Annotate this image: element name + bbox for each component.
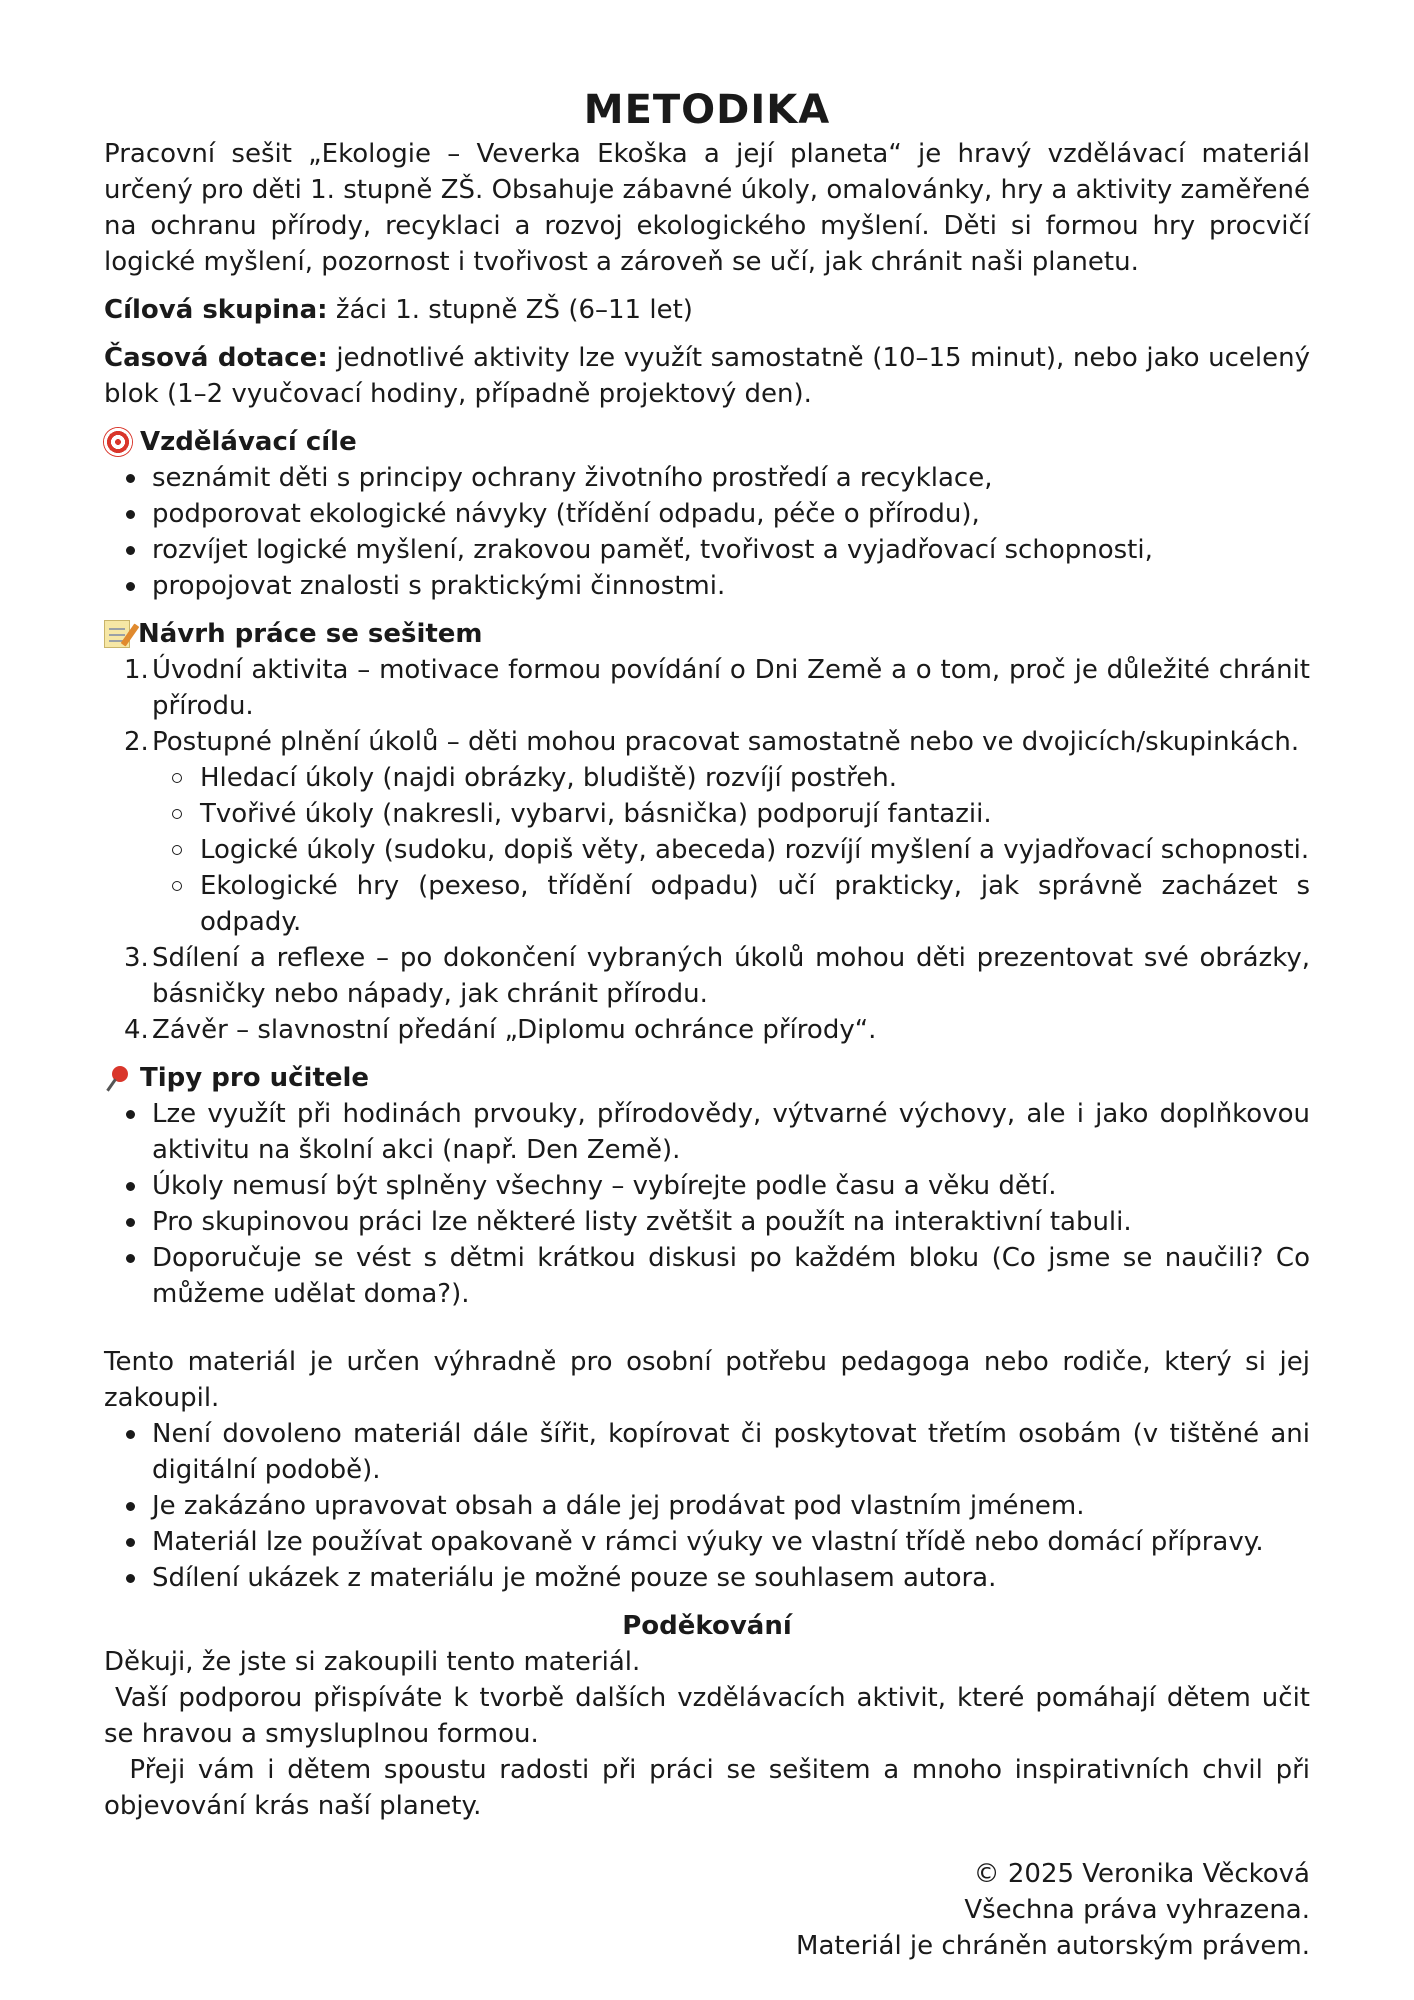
- list-item: podporovat ekologické návyky (třídění odpadu, péče o přírodu),: [104, 496, 1310, 532]
- goals-heading-text: Vzdělávací cíle: [140, 427, 357, 457]
- tips-heading: [104, 1060, 1310, 1096]
- page-title: METODIKA: [583, 87, 831, 133]
- list-item: propojovat znalosti s praktickými činnostmi.: [104, 568, 1310, 604]
- copyright: © 2025 Veronika Věcková: [973, 1859, 1310, 1889]
- list-item: [104, 652, 1310, 724]
- time-allocation-label: Časová dotace:: [104, 343, 328, 373]
- thanks-heading: Poděkování: [622, 1611, 792, 1641]
- license-list: [104, 1416, 1310, 1596]
- time-allocation: [104, 340, 1310, 412]
- list-item: Doporučuje se vést s dětmi krátkou diskusi po každém bloku (Co jsme se naučili? Co můžeme udělat doma?).: [104, 1240, 1310, 1312]
- footer: [104, 1856, 1310, 1964]
- copyright-protection: Materiál je chráněn autorským právem.: [796, 1931, 1310, 1961]
- thanks-line-2: Vaší podporou přispíváte k tvorbě dalších vzdělávacích aktivit, které pomáhají dětem učit se hravou a smysluplnou formou.: [104, 1683, 1319, 1749]
- license-intro: Tento materiál je určen výhradně pro osobní potřebu pedagoga nebo rodiče, který si jej zakoupil.: [104, 1347, 1310, 1413]
- list-item: seznámit děti s principy ochrany životního prostředí a recyklace,: [104, 460, 1310, 496]
- target-icon: [104, 428, 132, 456]
- target-group-label: Cílová skupina:: [104, 295, 328, 325]
- goals-list: [104, 460, 1310, 604]
- list-item: Úkoly nemusí být splněny všechny – vybírejte podle času a věku dětí.: [104, 1168, 1310, 1204]
- time-allocation-text: jednotlivé aktivity lze využít samostatně (10–15 minut), nebo jako ucelený blok (1–2 vyučovací hodiny, případně projektový den).: [104, 343, 1310, 409]
- target-group-text: žáci 1. stupně ZŠ (6–11 let): [327, 295, 693, 325]
- list-item: Je zakázáno upravovat obsah a dále jej prodávat pod vlastním jménem.: [104, 1488, 1310, 1524]
- tips-heading-text: Tipy pro učitele: [140, 1063, 370, 1093]
- memo-icon: [104, 620, 130, 648]
- rights-reserved: Všechna práva vyhrazena.: [964, 1895, 1310, 1925]
- thanks-line-3: Přeji vám i dětem spoustu radosti při práci se sešitem a mnoho inspirativních chvil při objevování krás naší planety.: [104, 1755, 1319, 1821]
- item-number: 4.: [124, 1015, 149, 1045]
- goals-heading: [104, 424, 1310, 460]
- list-item: Lze využít při hodinách prvouky, přírodovědy, výtvarné výchovy, ale i jako doplňkovou aktivitu na školní akci (např. Den Země).: [104, 1096, 1310, 1168]
- intro-paragraph: Pracovní sešit „Ekologie – Veverka Ekoška a její planeta“ je hravý vzdělávací materiál určený pro děti 1. stupně ZŠ. Obsahuje zábavné úkoly, omalovánky, hry a aktivity zaměřené na ochranu přírody, recyklaci a rozvoj ekologického myšlení. Děti si formou hry procvičí logické myšlení, pozornost i tvořivost a zároveň se učí, jak chránit naši planetu.: [104, 139, 1310, 277]
- list-item: Materiál lze používat opakovaně v rámci výuky ve vlastní třídě nebo domácí přípravy.: [104, 1524, 1310, 1560]
- tips-list: [104, 1096, 1310, 1312]
- item-number: 3.: [124, 943, 149, 973]
- item-text: Úvodní aktivita – motivace formou povídání o Dni Země a o tom, proč je důležité chránit přírodu.: [152, 655, 1310, 721]
- sub-list-item: Hledací úkoly (najdi obrázky, bludiště) rozvíjí postřeh.: [152, 760, 1310, 796]
- list-item: Není dovoleno materiál dále šířit, kopírovat či poskytovat třetím osobám (v tištěné ani digitální podobě).: [104, 1416, 1310, 1488]
- item-text: Postupné plnění úkolů – děti mohou pracovat samostatně nebo ve dvojicích/skupinkách.: [152, 727, 1300, 757]
- list-item: Sdílení ukázek z materiálu je možné pouze se souhlasem autora.: [104, 1560, 1310, 1596]
- list-item: [104, 940, 1310, 1012]
- item-number: 2.: [124, 727, 149, 757]
- sub-list-item: Tvořivé úkoly (nakresli, vybarvi, básnička) podporují fantazii.: [152, 796, 1310, 832]
- list-item: [104, 1012, 1310, 1048]
- item-text: Závěr – slavnostní předání „Diplomu ochránce přírody“.: [152, 1015, 877, 1045]
- plan-sub-list: [152, 760, 1310, 940]
- sub-list-item: Ekologické hry (pexeso, třídění odpadu) učí prakticky, jak správně zacházet s odpady.: [152, 868, 1310, 940]
- plan-heading-text: Návrh práce se sešitem: [138, 619, 483, 649]
- list-item: [104, 724, 1310, 940]
- list-item: Pro skupinovou práci lze některé listy zvětšit a použít na interaktivní tabuli.: [104, 1204, 1310, 1240]
- pin-icon: [104, 1064, 132, 1092]
- target-group: [104, 292, 1310, 328]
- sub-list-item: Logické úkoly (sudoku, dopiš věty, abeceda) rozvíjí myšlení a vyjadřovací schopnosti.: [152, 832, 1310, 868]
- item-number: 1.: [124, 655, 149, 685]
- thanks-line-1: Děkuji, že jste si zakoupili tento materiál.: [104, 1647, 641, 1677]
- list-item: rozvíjet logické myšlení, zrakovou paměť, tvořivost a vyjadřovací schopnosti,: [104, 532, 1310, 568]
- item-text: Sdílení a reflexe – po dokončení vybraných úkolů mohou děti prezentovat své obrázky, básničky nebo nápady, jak chránit přírodu.: [152, 943, 1310, 1009]
- plan-heading: [104, 616, 1310, 652]
- plan-list: [104, 652, 1310, 1048]
